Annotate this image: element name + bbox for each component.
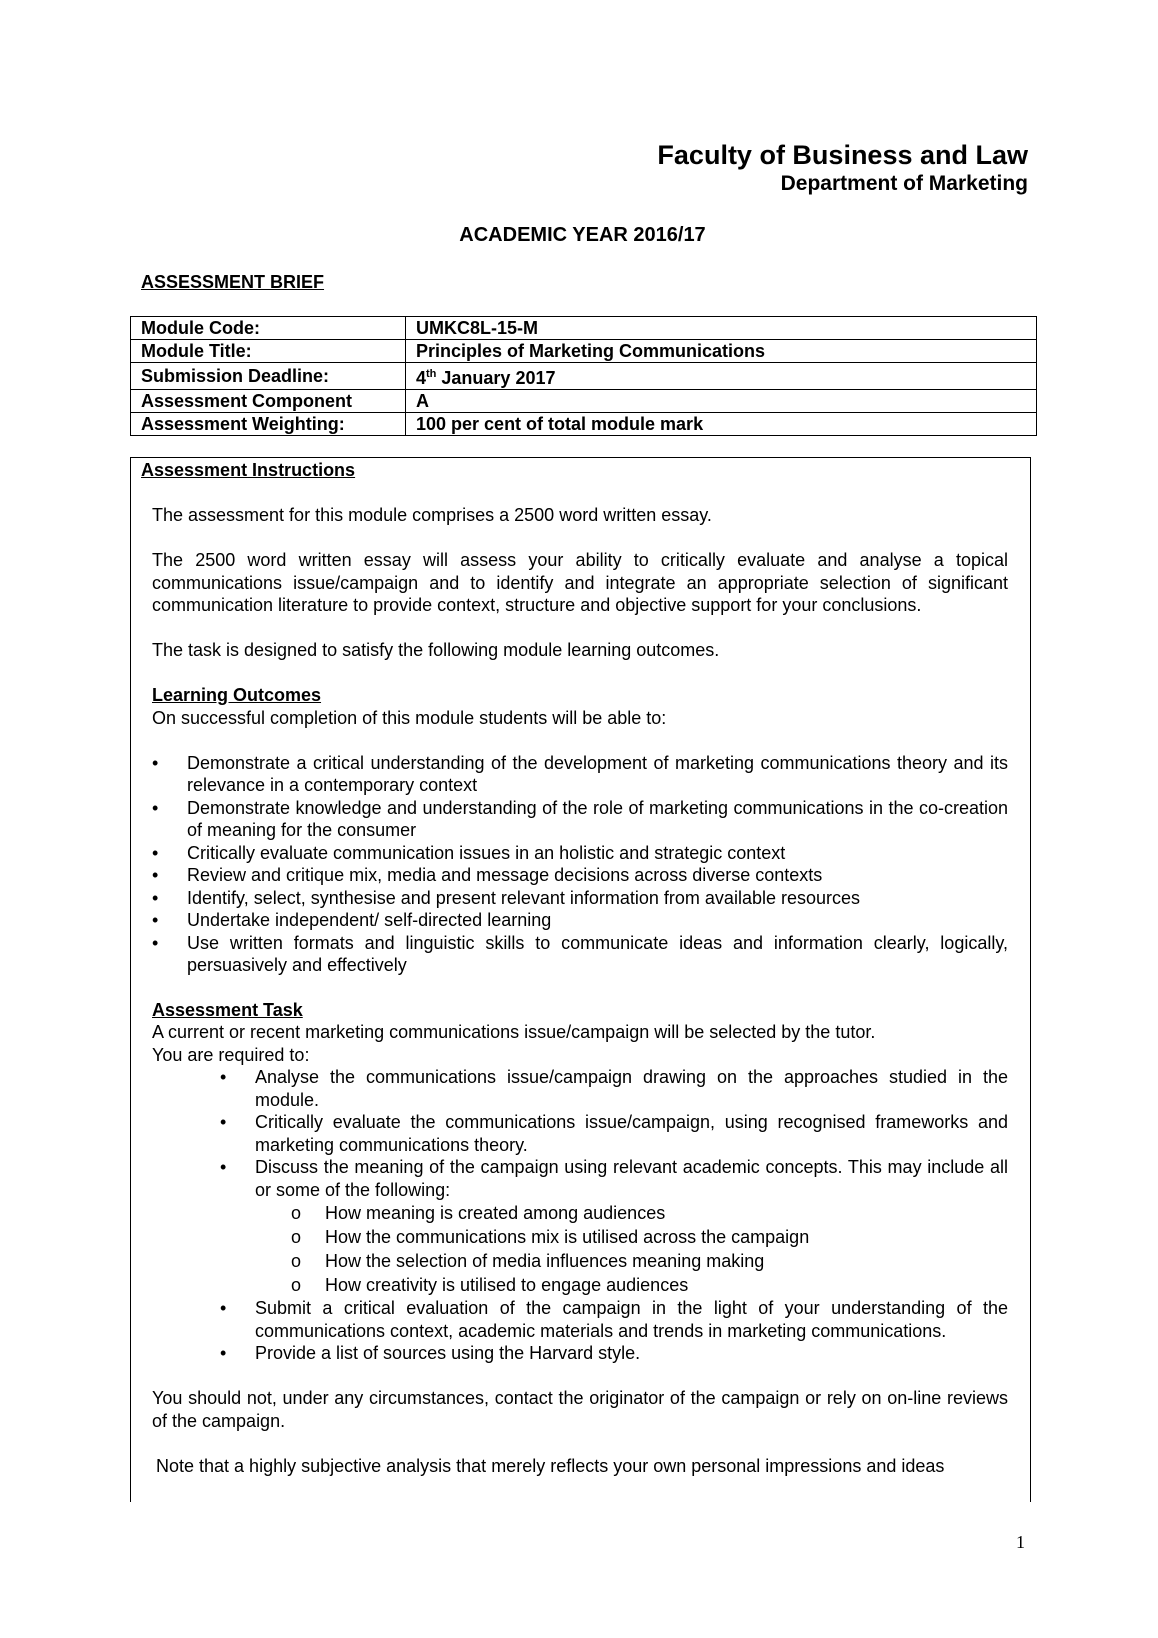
sub-list-item: [152, 1249, 1008, 1273]
table-value: A: [406, 390, 1037, 413]
sub-bullet-marker: o: [291, 1227, 302, 1247]
sub-bullet-marker: o: [291, 1203, 302, 1223]
table-value: [406, 363, 1037, 390]
outcomes-intro-paragraph: The task is designed to satisfy the following module learning outcomes.: [152, 640, 720, 660]
note-paragraph: Note that a highly subjective analysis that merely reflects your own personal impressions and ideas: [156, 1455, 945, 1476]
sub-list-item: [152, 1201, 1008, 1225]
learning-outcomes-heading: Learning Outcomes: [152, 685, 322, 705]
assessment-task-heading: Assessment Task: [152, 999, 303, 1020]
table-row: [131, 317, 1037, 340]
table-row: [131, 413, 1037, 436]
assessment-task-sublist: [152, 1201, 1008, 1297]
instructions-box: [130, 457, 1031, 1502]
sub-list-item: [152, 1273, 1008, 1297]
sub-item-text: How creativity is utilised to engage audiences: [325, 1275, 689, 1295]
page-number: 1: [1016, 1532, 1025, 1552]
sub-list-item: [152, 1225, 1008, 1249]
list-item: • Analyse the communications issue/campaign drawing on the approaches studied in the module.: [152, 1066, 1008, 1111]
learning-outcomes-list: [152, 752, 1008, 977]
list-item: • Demonstrate knowledge and understanding of the role of marketing communications in the co-creation of meaning for the consumer: [152, 797, 1008, 842]
list-item: • Undertake independent/ self-directed learning: [152, 909, 1008, 932]
list-item: • Critically evaluate communication issues in an holistic and strategic context: [152, 842, 1008, 865]
list-item: • Use written formats and linguistic skills to communicate ideas and information clearly, logically, persuasively and effectively: [152, 932, 1008, 977]
deadline-day: 4: [416, 368, 427, 388]
instructions-content: [152, 504, 1008, 1477]
warning-paragraph: You should not, under any circumstances, contact the originator of the campaign or rely on on-line reviews of the campaign.: [152, 1388, 1008, 1431]
table-row: [131, 390, 1037, 413]
list-item: • Submit a critical evaluation of the campaign in the light of your understanding of the communications context, academic materials and trends in marketing communications.: [152, 1297, 1008, 1342]
assessment-task-list: [152, 1066, 1008, 1201]
department-title: Department of Marketing: [780, 172, 1028, 195]
list-item: • Review and critique mix, media and message decisions across diverse contexts: [152, 864, 1008, 887]
intro-paragraph: The assessment for this module comprises a 2500 word written essay.: [152, 505, 712, 525]
faculty-title: Faculty of Business and Law: [657, 140, 1028, 170]
table-label: Submission Deadline:: [131, 363, 406, 390]
academic-year-heading: ACADEMIC YEAR 2016/17: [459, 224, 706, 246]
essay-paragraph: The 2500 word written essay will assess your ability to critically evaluate and analyse a topical communications issue/campaign and to identify and integrate an appropriate selection of significant communication literature to provide context, structure and objective support for your conclusions.: [152, 550, 1008, 615]
list-item: • Discuss the meaning of the campaign using relevant academic concepts. This may include all or some of the following:: [152, 1156, 1008, 1201]
table-row: [131, 340, 1037, 363]
module-details-table: [130, 316, 1037, 436]
header-block: [657, 140, 1028, 198]
list-item: • Demonstrate a critical understanding of the development of marketing communications theory and its relevance in a contemporary context: [152, 752, 1008, 797]
deadline-rest: January 2017: [436, 368, 556, 388]
assessment-task-line2: You are required to:: [152, 1044, 310, 1065]
assessment-task-list-continued: [152, 1297, 1008, 1365]
table-value: Principles of Marketing Communications: [406, 340, 1037, 363]
table-label: Module Code:: [131, 317, 406, 340]
learning-outcomes-intro: On successful completion of this module students will be able to:: [152, 707, 667, 728]
list-item: • Provide a list of sources using the Harvard style.: [152, 1342, 1008, 1365]
table-label: Module Title:: [131, 340, 406, 363]
sub-item-text: How the communications mix is utilised across the campaign: [325, 1227, 810, 1247]
list-item: • Critically evaluate the communications issue/campaign, using recognised frameworks and marketing communications theory.: [152, 1111, 1008, 1156]
deadline-suffix: th: [426, 368, 437, 380]
assessment-brief-heading: ASSESSMENT BRIEF: [141, 272, 325, 292]
sub-item-text: How meaning is created among audiences: [325, 1203, 666, 1223]
table-value: UMKC8L-15-M: [406, 317, 1037, 340]
sub-bullet-marker: o: [291, 1275, 302, 1295]
sub-item-text: How the selection of media influences meaning making: [325, 1251, 765, 1271]
assessment-task-line1: A current or recent marketing communications issue/campaign will be selected by the tutor.: [152, 1022, 876, 1042]
list-item: • Identify, select, synthesise and present relevant information from available resources: [152, 887, 1008, 910]
table-label: Assessment Component: [131, 390, 406, 413]
table-value: 100 per cent of total module mark: [406, 413, 1037, 436]
sub-bullet-marker: o: [291, 1251, 302, 1271]
table-row: [131, 363, 1037, 390]
instructions-title: Assessment Instructions: [141, 460, 356, 480]
table-label: Assessment Weighting:: [131, 413, 406, 436]
